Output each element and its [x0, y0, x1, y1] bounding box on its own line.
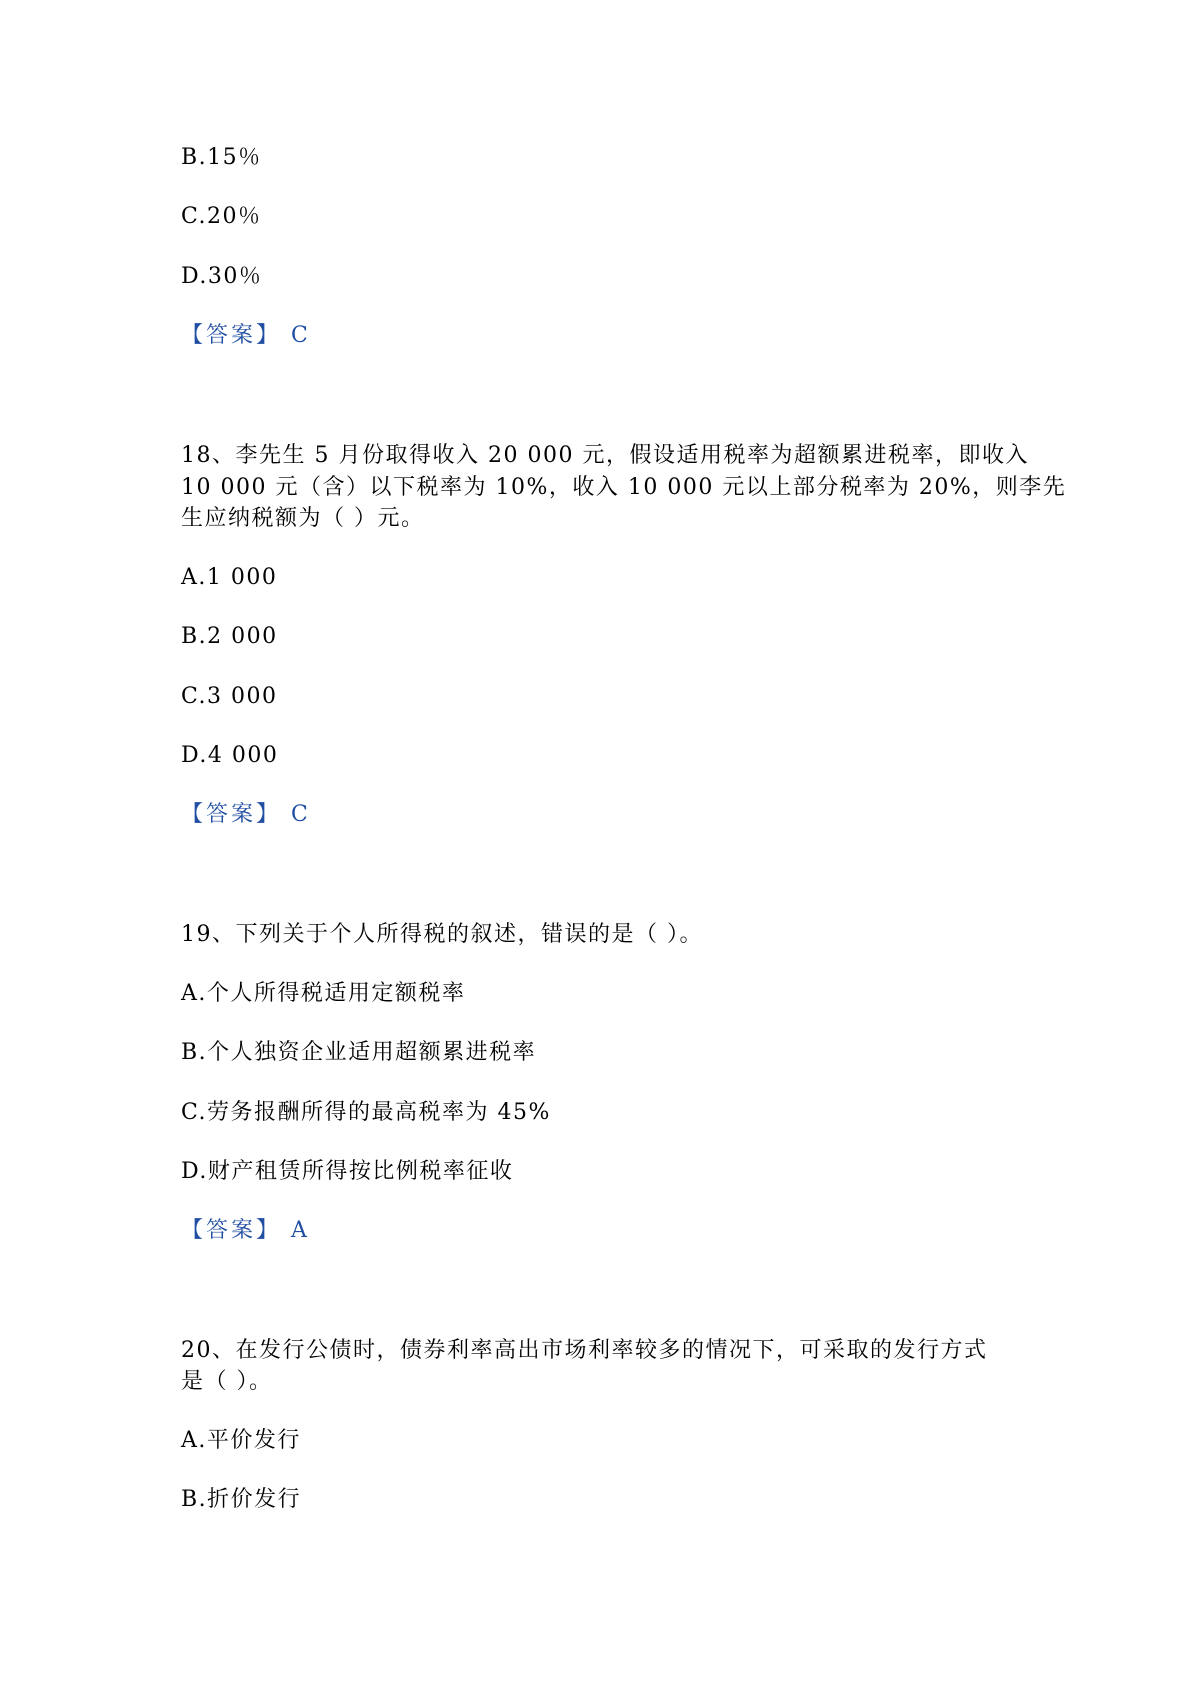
q18-option-a: A.1 000 [181, 565, 278, 590]
q17-answer: 【答案】 C [181, 323, 311, 348]
q19-stem-line-1: 19、下列关于个人所得税的叙述，错误的是（ ）。 [181, 922, 703, 947]
q18-option-d: D.4 000 [181, 743, 279, 768]
q18-answer: 【答案】 C [181, 802, 311, 827]
q18-stem-line-1: 18、李先生 5 月份取得收入 20 000 元，假设适用税率为超额累进税率，即收入 [181, 443, 1029, 468]
q18-option-c: C.3 000 [181, 684, 278, 709]
q20-stem-line-2: 是（ ）。 [181, 1369, 273, 1394]
q18-stem-line-3: 生应纳税额为（ ）元。 [181, 506, 425, 531]
q20-stem-line-1: 20、在发行公债时，债券利率高出市场利率较多的情况下，可采取的发行方式 [181, 1338, 988, 1363]
q19-option-c: C.劳务报酬所得的最高税率为 45% [181, 1100, 551, 1125]
q19-option-b: B.个人独资企业适用超额累进税率 [181, 1040, 537, 1065]
q20-option-b: B.折价发行 [181, 1487, 302, 1512]
q17-option-b: B.15％ [181, 145, 262, 170]
q18-stem-line-2: 10 000 元（含）以下税率为 10%，收入 10 000 元以上部分税率为 20%，则李先 [181, 475, 1067, 500]
q19-option-a: A.个人所得税适用定额税率 [181, 981, 466, 1006]
q20-option-a: A.平价发行 [181, 1428, 301, 1453]
q17-option-c: C.20％ [181, 204, 262, 229]
q17-option-d: D.30％ [181, 264, 263, 289]
q19-answer: 【答案】 A [181, 1218, 310, 1243]
q19-option-d: D.财产租赁所得按比例税率征收 [181, 1159, 514, 1184]
q18-option-b: B.2 000 [181, 624, 278, 649]
